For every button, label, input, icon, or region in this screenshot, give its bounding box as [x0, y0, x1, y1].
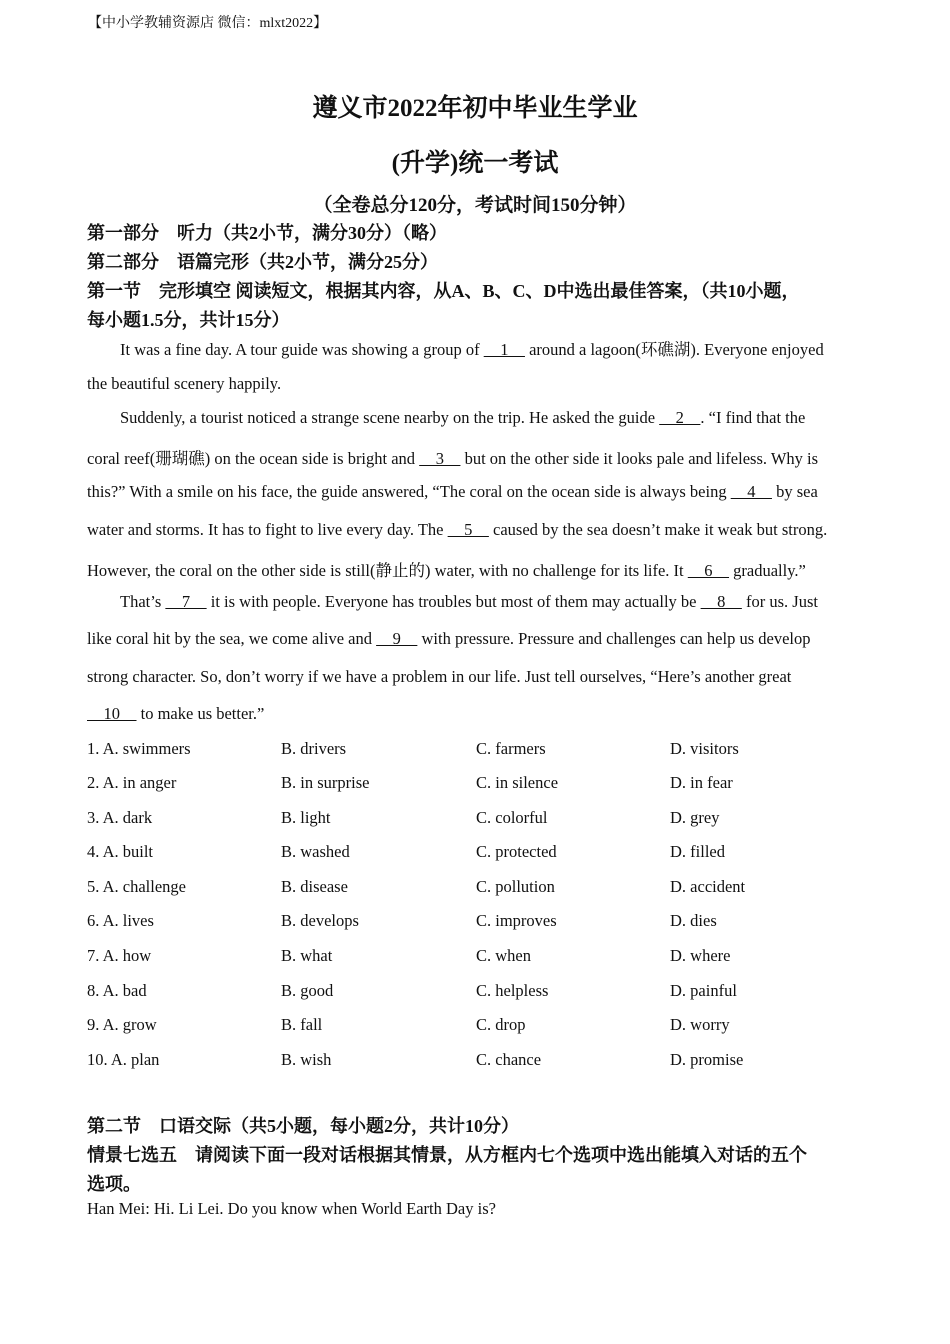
option-b: B. drivers: [281, 739, 347, 758]
option-d: D. in fear: [670, 773, 733, 792]
option-d: D. visitors: [670, 739, 739, 758]
option-c: C. colorful: [476, 808, 548, 827]
option-c: C. in silence: [476, 773, 559, 792]
option-c: C. farmers: [476, 739, 546, 758]
option-d: D. dies: [670, 911, 717, 930]
dialog-line: Han Mei: Hi. Li Lei. Do you know when World Earth Day is?: [87, 1199, 496, 1218]
option-b: B. light: [281, 808, 331, 827]
option-b: B. develops: [281, 911, 359, 930]
option-a: 8. A. bad: [87, 981, 147, 1000]
option-c: C. protected: [476, 842, 557, 861]
option-a: 2. A. in anger: [87, 773, 177, 792]
option-d: D. accident: [670, 877, 746, 896]
option-c: C. drop: [476, 1015, 526, 1034]
passage-line: this?” With a smile on his face, the guide answered, “The coral on the ocean side is always being 4 by sea: [87, 482, 818, 501]
blank-10: 10: [87, 704, 137, 723]
part2-heading: 第二部分 语篇完形（共2小节，满分25分）: [87, 252, 438, 272]
option-c: C. pollution: [476, 877, 555, 896]
option-a: 4. A. built: [87, 842, 154, 861]
option-c: C. when: [476, 946, 531, 965]
passage-line: That’s 7 it is with people. Everyone has troubles but most of them may actually be 8 for us. Just: [120, 592, 818, 611]
option-d: D. painful: [670, 981, 737, 1000]
exam-info: （全卷总分120分，考试时间150分钟）: [313, 195, 637, 216]
passage-line: water and storms. It has to fight to live every day. The 5 caused by the sea doesn’t make it weak but strong.: [87, 520, 828, 539]
option-c: C. helpless: [476, 981, 549, 1000]
option-c: C. chance: [476, 1050, 542, 1069]
option-d: D. worry: [670, 1015, 730, 1034]
blank-5: 5: [447, 520, 489, 539]
option-a: 10. A. plan: [87, 1050, 160, 1069]
option-d: D. promise: [670, 1050, 744, 1069]
section2-instruction-cont: 选项。: [87, 1174, 141, 1194]
option-d: D. grey: [670, 808, 720, 827]
blank-4: 4: [730, 482, 772, 501]
section1-heading-cont: 每小题1.5分，共计15分）: [87, 310, 290, 330]
passage-line: However, the coral on the other side is still(静止的) water, with no challenge for its life. It 6 gradually.”: [87, 561, 806, 580]
option-a: 6. A. lives: [87, 911, 154, 930]
option-b: B. wish: [281, 1050, 332, 1069]
passage-line: It was a fine day. A tour guide was showing a group of 1 around a lagoon(环礁湖). Everyone enjoyed: [120, 340, 824, 359]
section2-heading: 第二节 口语交际（共5小题，每小题2分，共计10分）: [87, 1116, 519, 1136]
option-a: 1. A. swimmers: [87, 739, 191, 758]
blank-9: 9: [376, 629, 418, 648]
blank-3: 3: [419, 449, 461, 468]
option-b: B. disease: [281, 877, 348, 896]
section2-instruction: 情景七选五 请阅读下面一段对话根据其情景，从方框内七个选项中选出能填入对话的五个: [87, 1145, 807, 1165]
option-a: 7. A. how: [87, 946, 152, 965]
part1-heading: 第一部分 听力（共2小节，满分30分）（略）: [87, 223, 447, 243]
option-d: D. where: [670, 946, 731, 965]
option-a: 3. A. dark: [87, 808, 153, 827]
option-a: 5. A. challenge: [87, 877, 186, 896]
passage-line: 10 to make us better.”: [87, 704, 265, 723]
option-c: C. improves: [476, 911, 557, 930]
blank-7: 7: [165, 592, 207, 611]
option-b: B. washed: [281, 842, 350, 861]
blank-2: 2: [659, 408, 701, 427]
header-note: 【中小学教辅资源店 微信：mlxt2022】: [88, 16, 328, 31]
passage-line: like coral hit by the sea, we come alive and 9 with pressure. Pressure and challenges can help us develop: [87, 629, 811, 648]
option-b: B. fall: [281, 1015, 323, 1034]
section1-heading: 第一节 完形填空 阅读短文，根据其内容，从A、B、C、D中选出最佳答案，（共10小题，: [87, 281, 800, 301]
passage-line: strong character. So, don’t worry if we have a problem in our life. Just tell ourselves, “Here’s another great: [87, 667, 792, 686]
option-b: B. good: [281, 981, 334, 1000]
exam-title: 遵义市2022年初中毕业生学业: [312, 95, 638, 122]
blank-8: 8: [700, 592, 742, 611]
exam-subtitle: (升学)统一考试: [391, 150, 559, 177]
passage-line: the beautiful scenery happily.: [87, 374, 282, 393]
option-b: B. in surprise: [281, 773, 370, 792]
blank-1: 1: [483, 340, 525, 359]
passage-line: Suddenly, a tourist noticed a strange scene nearby on the trip. He asked the guide 2 . “I find that the: [120, 408, 806, 427]
option-a: 9. A. grow: [87, 1015, 157, 1034]
blank-6: 6: [687, 561, 730, 580]
passage-line: coral reef(珊瑚礁) on the ocean side is bright and 3 but on the other side it looks pale and lifeless. Why is: [87, 449, 819, 468]
option-d: D. filled: [670, 842, 725, 861]
option-b: B. what: [281, 946, 333, 965]
